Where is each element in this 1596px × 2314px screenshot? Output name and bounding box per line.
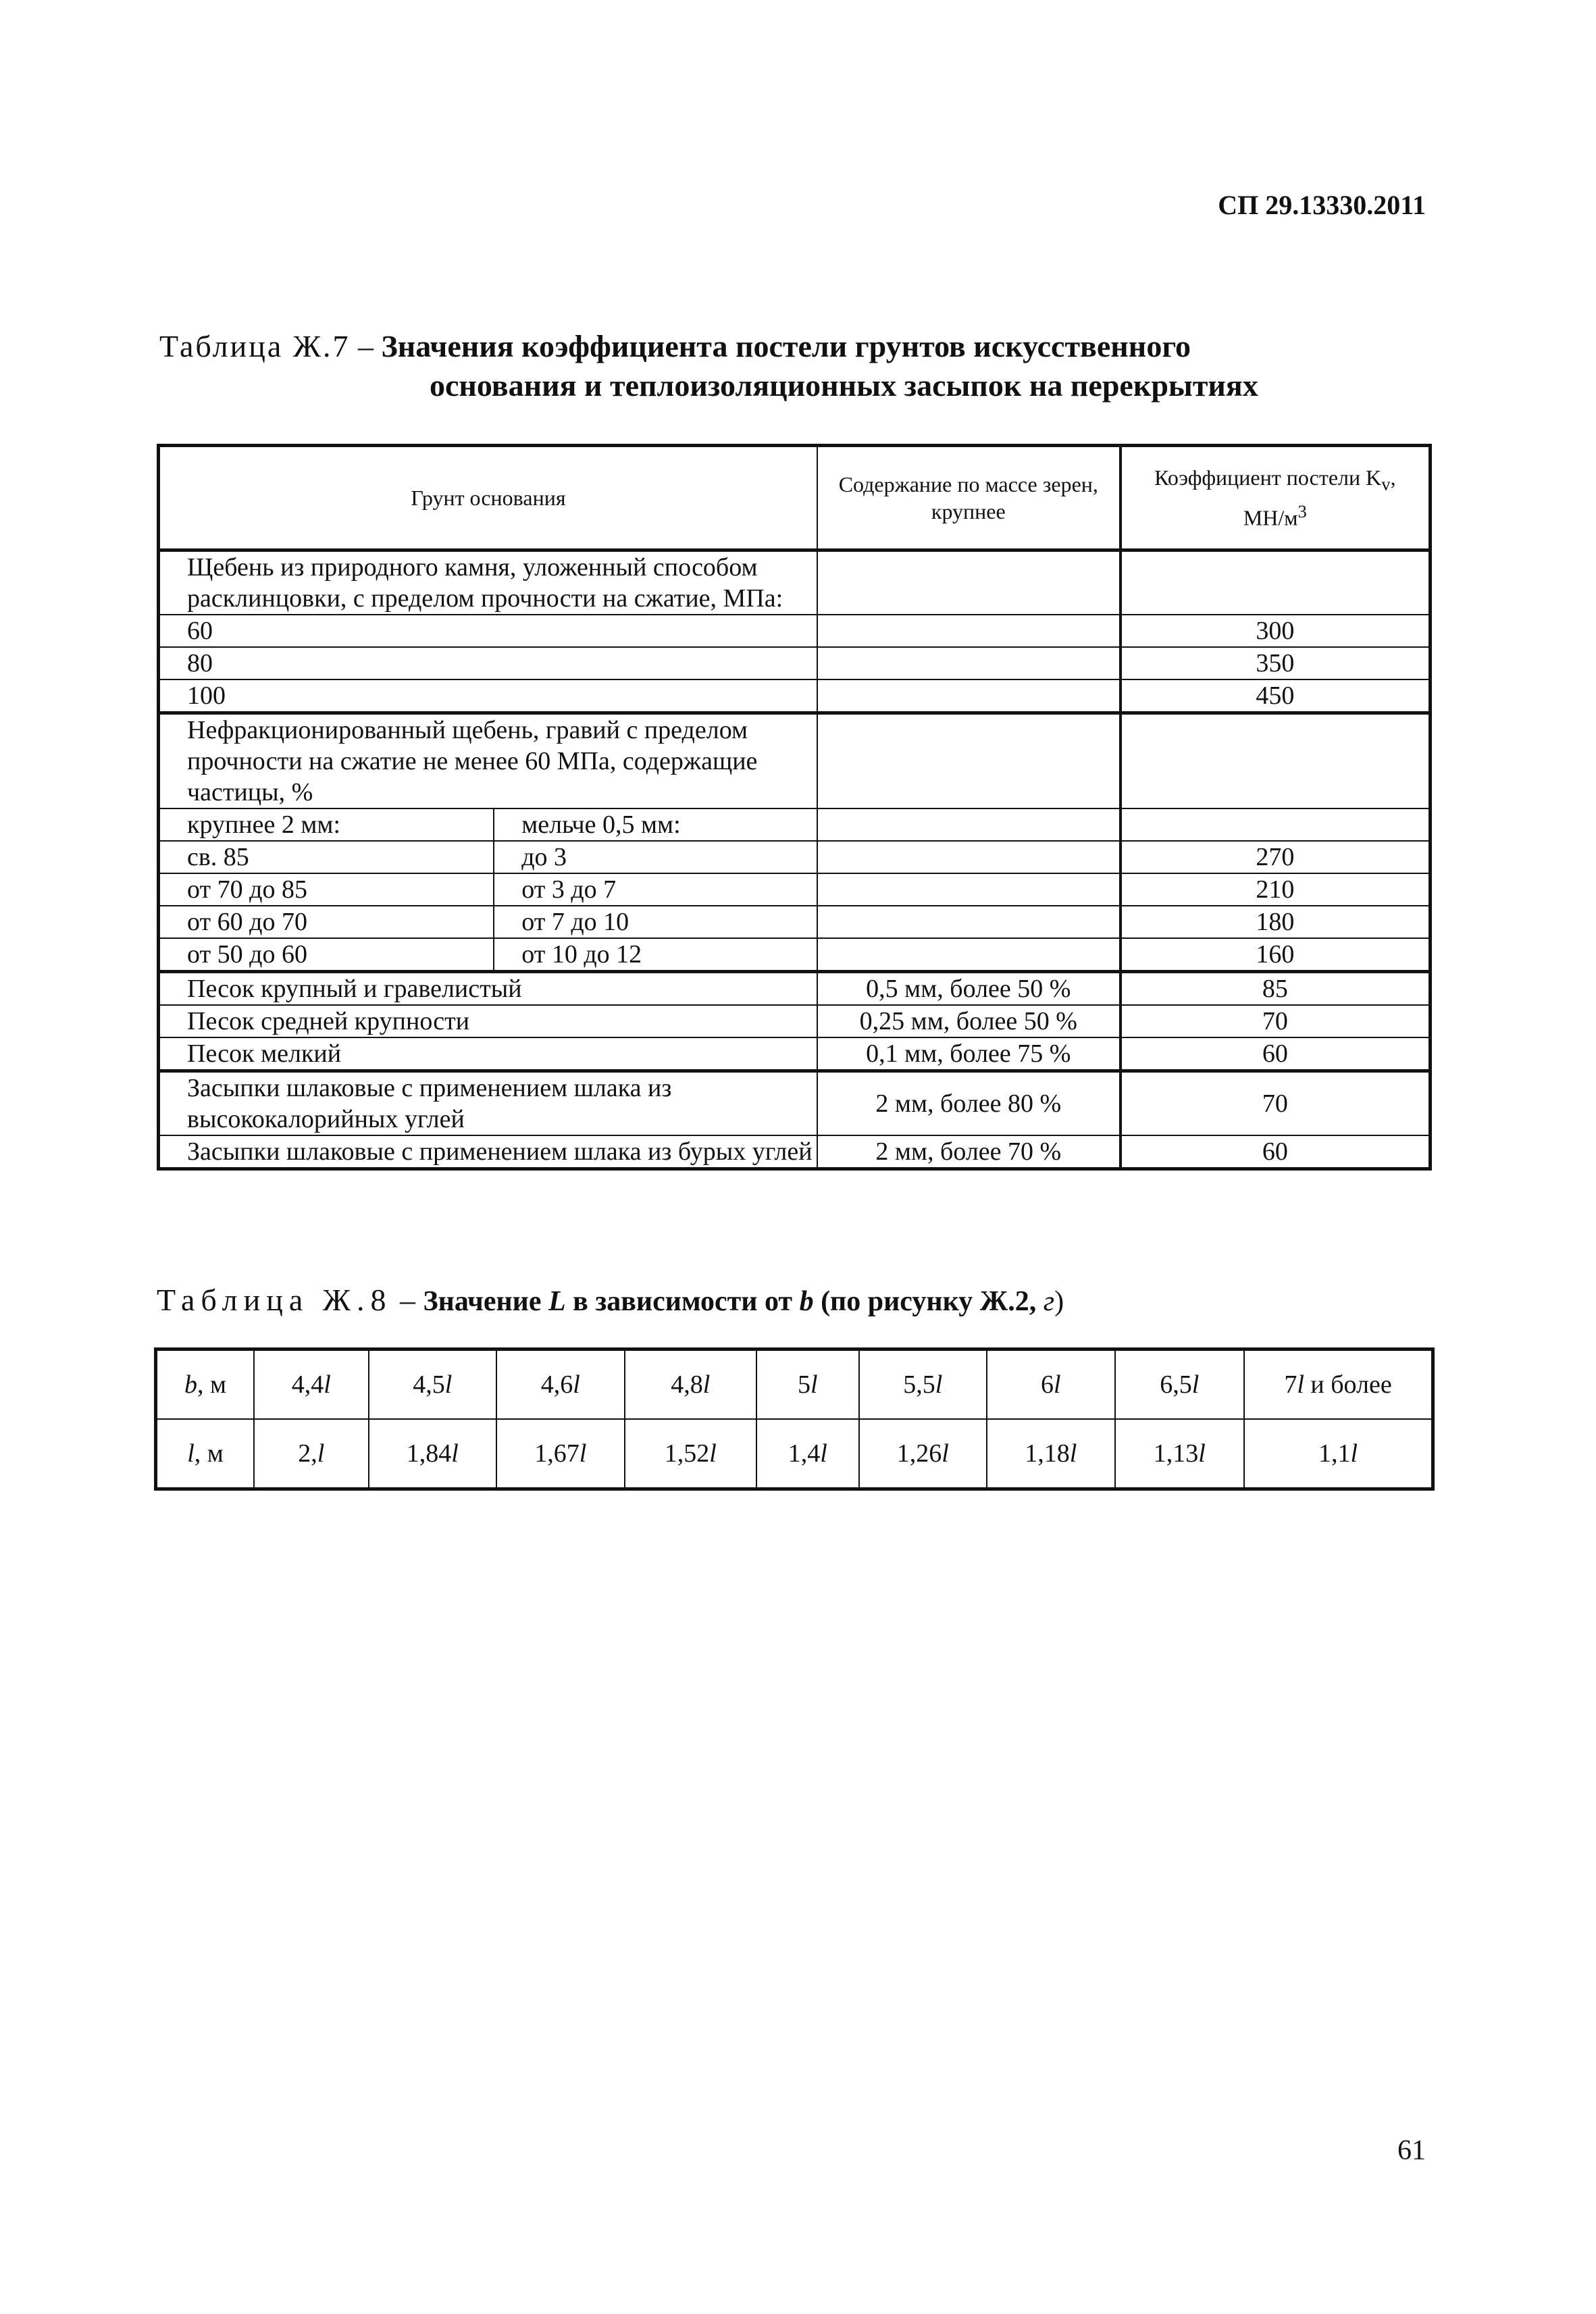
- crushed-stone-content-empty: [817, 550, 1121, 615]
- table8-cell: [756, 1349, 859, 1420]
- header-coef-unit-sup: 3: [1297, 500, 1307, 521]
- cell-var: l: [324, 1370, 331, 1399]
- table8-cell: [987, 1349, 1115, 1420]
- unfractionated-content-empty: [817, 906, 1121, 938]
- cell-var: l: [1297, 1370, 1304, 1399]
- table7-title-line1: Значения коэффициента постели грунтов искусственного: [381, 329, 1191, 363]
- sand-content: 0,5 мм, более 50 %: [817, 972, 1121, 1006]
- table8-title-var-g: г: [1043, 1286, 1055, 1317]
- unfractionated-col-k-empty: [1121, 808, 1431, 841]
- table-row: [159, 615, 1431, 647]
- table8-caption: [157, 1282, 1064, 1318]
- header-coef-label: Коэффициент постели K: [1154, 465, 1382, 490]
- table8-label: Таблица Ж.8: [157, 1283, 392, 1317]
- slag-content: 2 мм, более 70 %: [817, 1135, 1121, 1169]
- unfractionated-col-fine: мельче 0,5 мм:: [494, 808, 817, 841]
- crushed-stone-k: 350: [1121, 647, 1431, 679]
- cell-num: 1,13: [1153, 1439, 1199, 1468]
- table-row: [159, 972, 1431, 1006]
- crushed-stone-content: [817, 679, 1121, 713]
- sand-k: 70: [1121, 1005, 1431, 1037]
- table8-title: [423, 1286, 1064, 1317]
- table-row: [159, 1071, 1431, 1136]
- table7: [157, 444, 1432, 1171]
- cell-num: 1,84: [406, 1439, 452, 1468]
- table8: [154, 1347, 1435, 1491]
- head-unit: , м: [197, 1370, 227, 1399]
- unfractionated-fine: от 7 до 10: [494, 906, 817, 938]
- crushed-stone-k: 450: [1121, 679, 1431, 713]
- table8-cell: [1115, 1349, 1245, 1420]
- head-unit: , м: [194, 1439, 224, 1468]
- sand-name: Песок средней крупности: [159, 1005, 817, 1037]
- unfractionated-content-empty: [817, 938, 1121, 972]
- table7-dash: –: [357, 329, 374, 363]
- table-row: [159, 906, 1431, 938]
- unfractionated-content-empty: [817, 841, 1121, 873]
- header-coef: [1121, 446, 1431, 550]
- table7-label: Таблица Ж.7: [159, 329, 351, 363]
- sand-name: Песок крупный и гравелистый: [159, 972, 817, 1006]
- table8-cell: [254, 1419, 369, 1489]
- table8-cell: [756, 1419, 859, 1489]
- crushed-stone-k-empty: [1121, 550, 1431, 615]
- table8-row-l-head: [156, 1419, 254, 1489]
- header-soil: Грунт основания: [159, 446, 817, 550]
- crushed-stone-content: [817, 647, 1121, 679]
- table-row: [159, 841, 1431, 873]
- table-row: [159, 938, 1431, 972]
- sand-k: 85: [1121, 972, 1431, 1006]
- unfractionated-k-empty: [1121, 713, 1431, 809]
- table8-row-b-head: [156, 1349, 254, 1420]
- table8-cell: [987, 1419, 1115, 1489]
- table8-cell: [1244, 1419, 1433, 1489]
- page-number: 61: [1397, 2135, 1426, 2166]
- table8-cell: [859, 1419, 987, 1489]
- header-content: Содержание по массе зерен, крупнее: [817, 446, 1121, 550]
- cell-num: 5,5: [903, 1370, 935, 1399]
- unfractionated-fine: от 10 до 12: [494, 938, 817, 972]
- cell-var: l: [444, 1370, 453, 1399]
- table7-title-line2: основания и теплоизоляционных засыпок на перекрытиях: [430, 368, 1258, 403]
- cell-var: l: [702, 1370, 711, 1399]
- unfractionated-fine: от 3 до 7: [494, 873, 817, 906]
- slag-k: 60: [1121, 1135, 1431, 1169]
- table8-cell: [254, 1349, 369, 1420]
- crushed-stone-strength: 80: [159, 647, 817, 679]
- crushed-stone-content: [817, 615, 1121, 647]
- unfractionated-k: 180: [1121, 906, 1431, 938]
- cell-var: l: [1054, 1370, 1061, 1399]
- cell-num: 7: [1284, 1370, 1297, 1399]
- unfractionated-content-empty: [817, 713, 1121, 809]
- table7-caption: [159, 327, 1443, 405]
- cell-var: l: [1191, 1370, 1200, 1399]
- table8-cell: [625, 1349, 756, 1420]
- cell-num: 1,26: [896, 1439, 942, 1468]
- cell-num: 4,4: [291, 1370, 324, 1399]
- cell-var: l: [935, 1370, 943, 1399]
- table8-title-d: ): [1054, 1286, 1064, 1317]
- slag-name: Засыпки шлаковые с применением шлака из бурых углей: [159, 1135, 817, 1169]
- table8-title-c: (по рисунку Ж.2,: [821, 1286, 1037, 1317]
- cell-num: 4,8: [671, 1370, 703, 1399]
- table-row: [159, 873, 1431, 906]
- cell-num: 6,5: [1160, 1370, 1192, 1399]
- crushed-stone-strength: 60: [159, 615, 817, 647]
- header-coef-sep: ,: [1390, 465, 1396, 490]
- cell-var: l: [573, 1370, 580, 1399]
- crushed-stone-strength: 100: [159, 679, 817, 713]
- cell-var: l: [1350, 1439, 1358, 1468]
- cell-num: 4,6: [540, 1370, 573, 1399]
- unfractionated-col-content-empty: [817, 808, 1121, 841]
- cell-var: l: [709, 1439, 717, 1468]
- table8-title-var-b: b: [799, 1286, 814, 1317]
- cell-num: 6: [1041, 1370, 1054, 1399]
- table7-header-row: [159, 446, 1431, 550]
- crushed-stone-k: 300: [1121, 615, 1431, 647]
- slag-name: Засыпки шлаковые с применением шлака из высококалорийных углей: [159, 1071, 817, 1136]
- cell-num: 1,1: [1318, 1439, 1351, 1468]
- header-coef-subscript: v: [1381, 473, 1391, 494]
- table8-cell: [369, 1419, 497, 1489]
- table-row: [159, 1135, 1431, 1169]
- unfractionated-coarse: от 50 до 60: [159, 938, 494, 972]
- sand-content: 0,1 мм, более 75 %: [817, 1037, 1121, 1071]
- unfractionated-fine: до 3: [494, 841, 817, 873]
- table8-cell: [1244, 1349, 1433, 1420]
- cell-num: 2,: [298, 1439, 317, 1468]
- sand-k: 60: [1121, 1037, 1431, 1071]
- table8-cell: [496, 1419, 625, 1489]
- table8-row-l: [156, 1419, 1433, 1489]
- cell-var: l: [317, 1439, 325, 1468]
- cell-var: l: [1069, 1439, 1077, 1468]
- table8-cell: [859, 1349, 987, 1420]
- cell-num: 1,4: [788, 1439, 821, 1468]
- table-row: [159, 713, 1431, 809]
- crushed-stone-description: Щебень из природного камня, уложенный способом расклинцовки, с пределом прочности на сжатие, МПа:: [159, 550, 817, 615]
- unfractionated-content-empty: [817, 873, 1121, 906]
- table-row: [159, 679, 1431, 713]
- slag-content: 2 мм, более 80 %: [817, 1071, 1121, 1136]
- head-var: l: [187, 1439, 195, 1468]
- table8-cell: [369, 1349, 497, 1420]
- sand-name: Песок мелкий: [159, 1037, 817, 1071]
- cell-var: l: [579, 1439, 587, 1468]
- slag-k: 70: [1121, 1071, 1431, 1136]
- table8-cell: [496, 1349, 625, 1420]
- head-var: b: [184, 1370, 197, 1399]
- unfractionated-coarse: от 70 до 85: [159, 873, 494, 906]
- table-row: [159, 1037, 1431, 1071]
- unfractionated-k: 160: [1121, 938, 1431, 972]
- table-row: [159, 647, 1431, 679]
- header-coef-unit: МН/м: [1243, 505, 1298, 530]
- table8-row-b: [156, 1349, 1433, 1420]
- cell-num: 4,5: [413, 1370, 445, 1399]
- unfractionated-k: 270: [1121, 841, 1431, 873]
- cell-var: l: [1198, 1439, 1206, 1468]
- table8-title-b: в зависимости от: [573, 1286, 793, 1317]
- document-code: СП 29.13330.2011: [1218, 190, 1426, 220]
- cell-var: l: [942, 1439, 949, 1468]
- cell-tail: и более: [1304, 1370, 1392, 1399]
- unfractionated-description: Нефракционированный щебень, гравий с пределом прочности на сжатие не менее 60 МПа, содержащие частицы, %: [159, 713, 817, 809]
- sand-content: 0,25 мм, более 50 %: [817, 1005, 1121, 1037]
- cell-var: l: [451, 1439, 459, 1468]
- cell-var: l: [820, 1439, 827, 1468]
- unfractionated-coarse: св. 85: [159, 841, 494, 873]
- table8-dash: –: [399, 1283, 415, 1317]
- table8-title-var-L: L: [548, 1286, 566, 1317]
- cell-num: 1,18: [1025, 1439, 1070, 1468]
- unfractionated-k: 210: [1121, 873, 1431, 906]
- table-row: [159, 808, 1431, 841]
- table8-cell: [1115, 1419, 1245, 1489]
- cell-var: l: [810, 1370, 818, 1399]
- table-row: [159, 550, 1431, 615]
- unfractionated-col-coarse: крупнее 2 мм:: [159, 808, 494, 841]
- table8-cell: [625, 1419, 756, 1489]
- unfractionated-coarse: от 60 до 70: [159, 906, 494, 938]
- cell-num: 1,67: [534, 1439, 580, 1468]
- cell-num: 1,52: [664, 1439, 710, 1468]
- table8-title-a: Значение: [423, 1286, 542, 1317]
- cell-num: 5: [797, 1370, 810, 1399]
- table-row: [159, 1005, 1431, 1037]
